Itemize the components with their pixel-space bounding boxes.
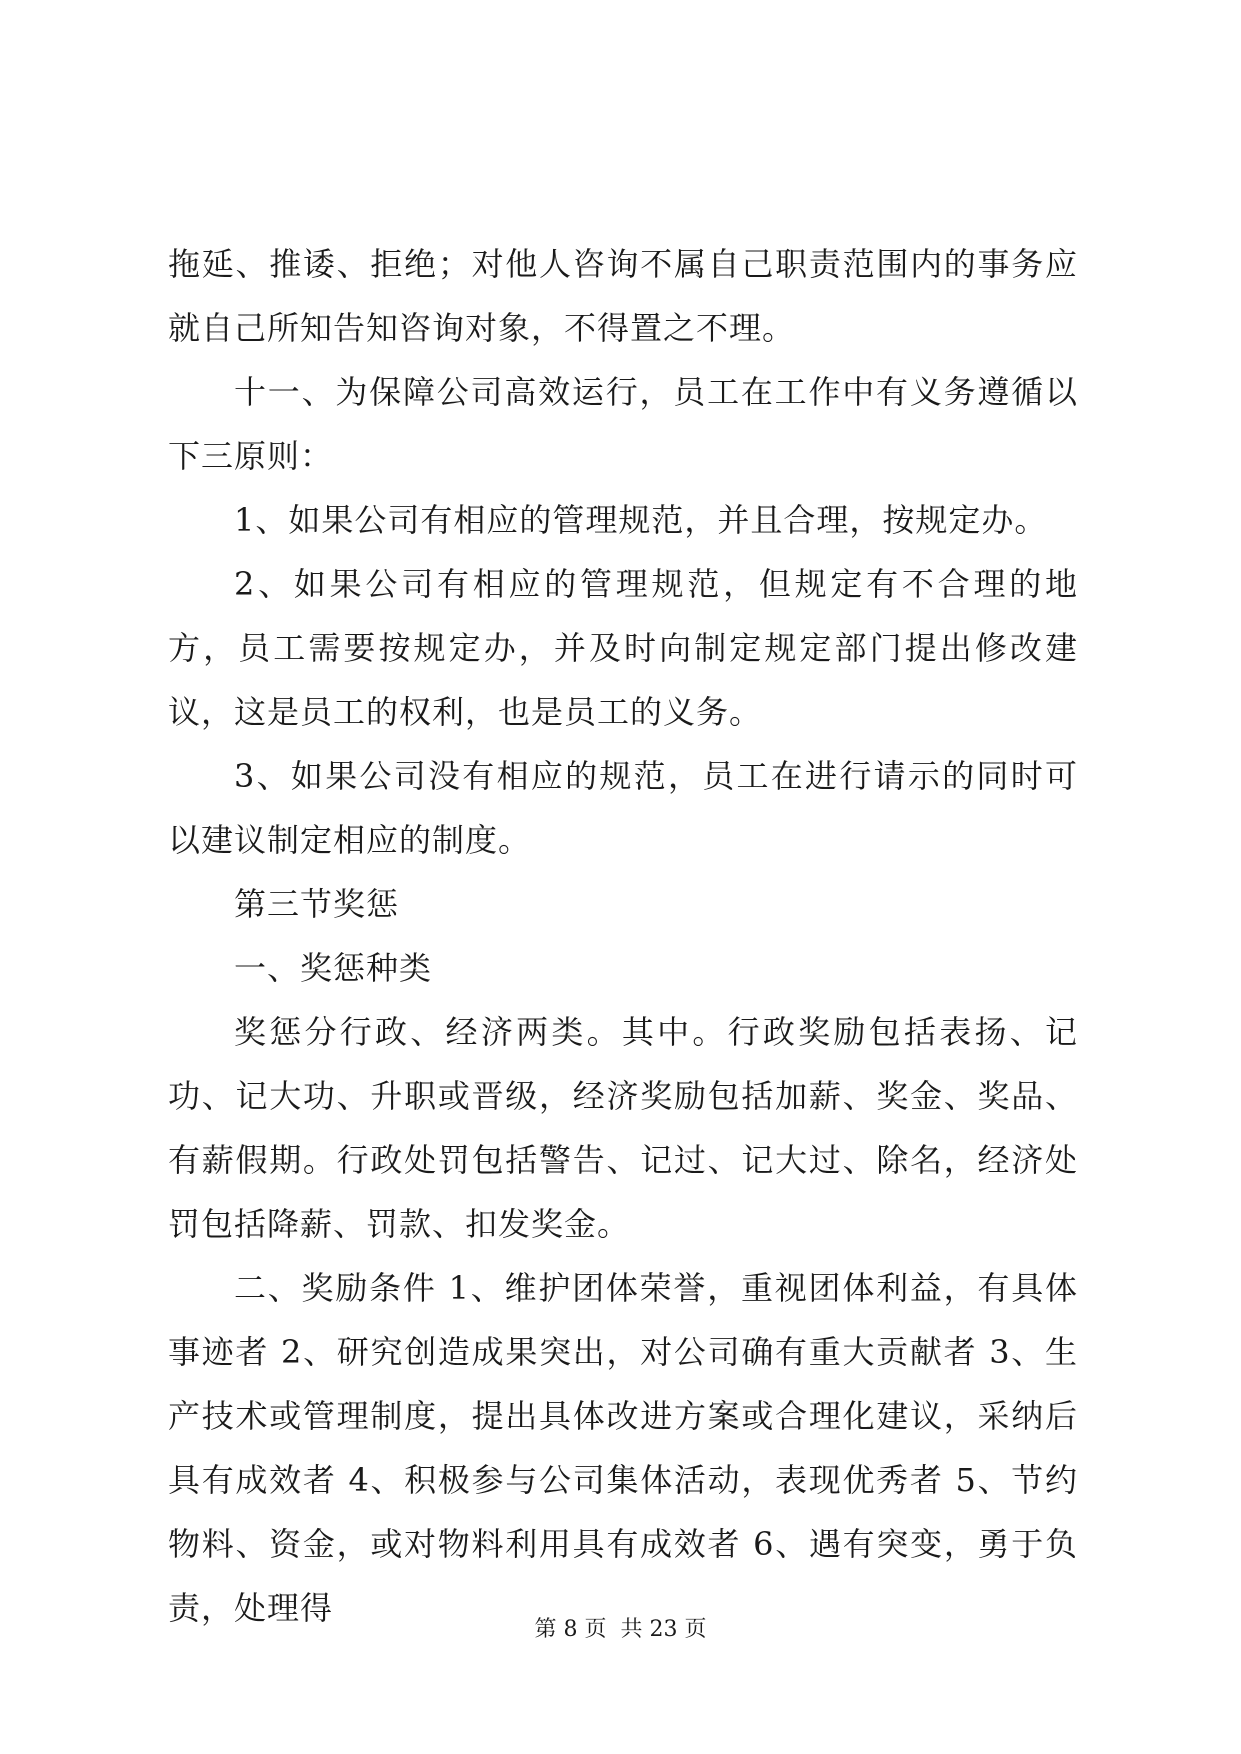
page-number: 第 8 页 (534, 1617, 607, 1642)
document-body (168, 232, 1078, 1640)
paragraph-8: 奖惩分行政、经济两类。其中。行政奖励包括表扬、记功、记大功、升职或晋级，经济奖励包括加薪、奖金、奖品、有薪假期。行政处罚包括警告、记过、记大过、除名，经济处罚包括降薪、罚款、扣发奖金。 (168, 1013, 1078, 1243)
paragraph-1: 拖延、推诿、拒绝；对他人咨询不属自己职责范围内的事务应就自己所知告知咨询对象，不得置之不理。 (168, 245, 1078, 347)
page-footer (0, 1612, 1241, 1643)
section-heading: 第三节奖惩 (234, 885, 400, 923)
paragraph-5: 3、如果公司没有相应的规范，员工在进行请示的同时可以建议制定相应的制度。 (168, 757, 1078, 859)
paragraph-3: 1、如果公司有相应的管理规范，并且合理，按规定办。 (234, 501, 1048, 539)
page-total: 共 23 页 (620, 1617, 707, 1642)
subsection-heading: 一、奖惩种类 (234, 949, 433, 987)
paragraph-4: 2、如果公司有相应的管理规范，但规定有不合理的地方，员工需要按规定办，并及时向制定规定部门提出修改建议，这是员工的权利，也是员工的义务。 (168, 565, 1078, 731)
paragraph-9: 二、奖励条件 1、维护团体荣誉，重视团体利益，有具体事迹者 2、研究创造成果突出，对公司确有重大贡献者 3、生产技术或管理制度，提出具体改进方案或合理化建议，采纳后具有成效者 4、积极参与公司集体活动，表现优秀者 5、节约物料、资金，或对物料利用具有成效者 6、遇有突变，勇于负责，处理得 (168, 1269, 1078, 1627)
paragraph-2: 十一、为保障公司高效运行，员工在工作中有义务遵循以下三原则： (168, 373, 1078, 475)
